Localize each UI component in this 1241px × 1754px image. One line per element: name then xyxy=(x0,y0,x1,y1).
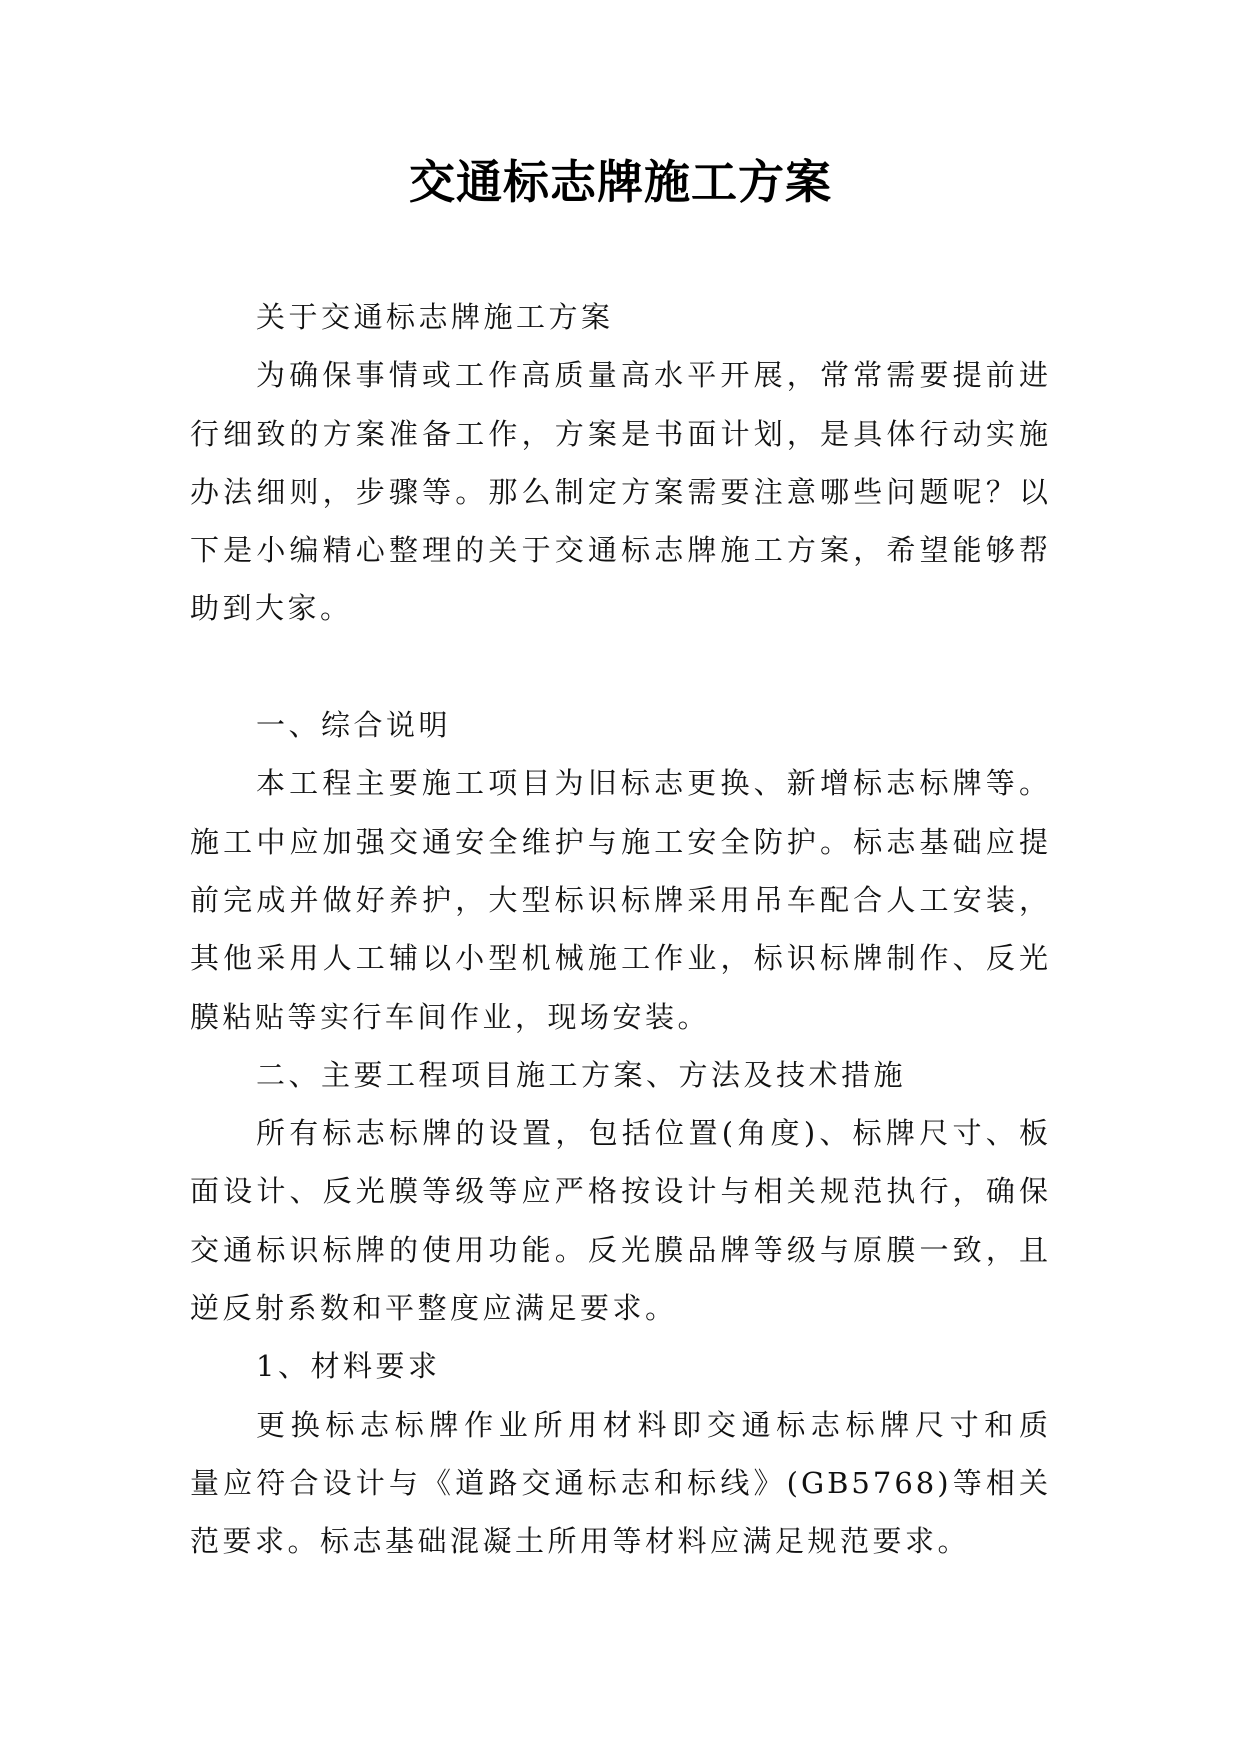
paragraph-intro xyxy=(190,346,1051,637)
blank-line xyxy=(190,638,1051,696)
paragraph-line: 所有标志标牌的设置，包括位置(角度)、标牌尺寸、板 xyxy=(256,1116,1051,1151)
paragraph-intro-heading xyxy=(190,288,1051,346)
subsection-heading-1 xyxy=(190,1337,1051,1395)
paragraph-line: 下是小编精心整理的关于交通标志牌施工方案，希望能够帮 xyxy=(190,533,1051,568)
paragraph-line: 关于交通标志牌施工方案 xyxy=(256,300,614,334)
paragraph-line: 为确保事情或工作高质量高水平开展，常常需要提前进 xyxy=(256,358,1051,393)
paragraph-section-2 xyxy=(190,1104,1051,1337)
paragraph-line: 二、主要工程项目施工方案、方法及技术措施 xyxy=(256,1057,907,1092)
paragraph-line: 1、材料要求 xyxy=(256,1349,441,1384)
paragraph-line: 范要求。标志基础混凝土所用等材料应满足规范要求。 xyxy=(190,1524,971,1559)
paragraph-line: 更换标志标牌作业所用材料即交通标志标牌尺寸和质 xyxy=(256,1407,1051,1442)
paragraph-line: 办法细则，步骤等。那么制定方案需要注意哪些问题呢？以 xyxy=(190,474,1051,509)
paragraph-line: 行细致的方案准备工作，方案是书面计划，是具体行动实施 xyxy=(190,416,1051,451)
document-body xyxy=(190,288,1051,1571)
paragraph-line: 面设计、反光膜等级等应严格按设计与相关规范执行，确保 xyxy=(190,1174,1051,1209)
section-heading-2 xyxy=(190,1046,1051,1104)
document-title: 交通标志牌施工方案 xyxy=(409,155,832,209)
paragraph-line: 其他采用人工辅以小型机械施工作业，标识标牌制作、反光 xyxy=(190,941,1051,976)
paragraph-line: 一、综合说明 xyxy=(256,708,452,743)
section-heading-1 xyxy=(190,696,1051,754)
paragraph-line: 助到大家。 xyxy=(190,591,353,626)
paragraph-line: 前完成并做好养护，大型标识标牌采用吊车配合人工安装， xyxy=(190,882,1051,917)
paragraph-section-1 xyxy=(190,754,1051,1045)
paragraph-line: 交通标识标牌的使用功能。反光膜品牌等级与原膜一致，且 xyxy=(190,1232,1051,1267)
paragraph-materials xyxy=(190,1396,1051,1571)
paragraph-line: 逆反射系数和平整度应满足要求。 xyxy=(190,1291,678,1326)
paragraph-line: 本工程主要施工项目为旧标志更换、新增标志标牌等。 xyxy=(256,766,1051,801)
paragraph-line: 量应符合设计与《道路交通标志和标线》(GB5768)等相关 xyxy=(190,1465,1051,1500)
paragraph-line: 膜粘贴等实行车间作业，现场安装。 xyxy=(190,999,711,1034)
paragraph-line: 施工中应加强交通安全维护与施工安全防护。标志基础应提 xyxy=(190,824,1051,859)
